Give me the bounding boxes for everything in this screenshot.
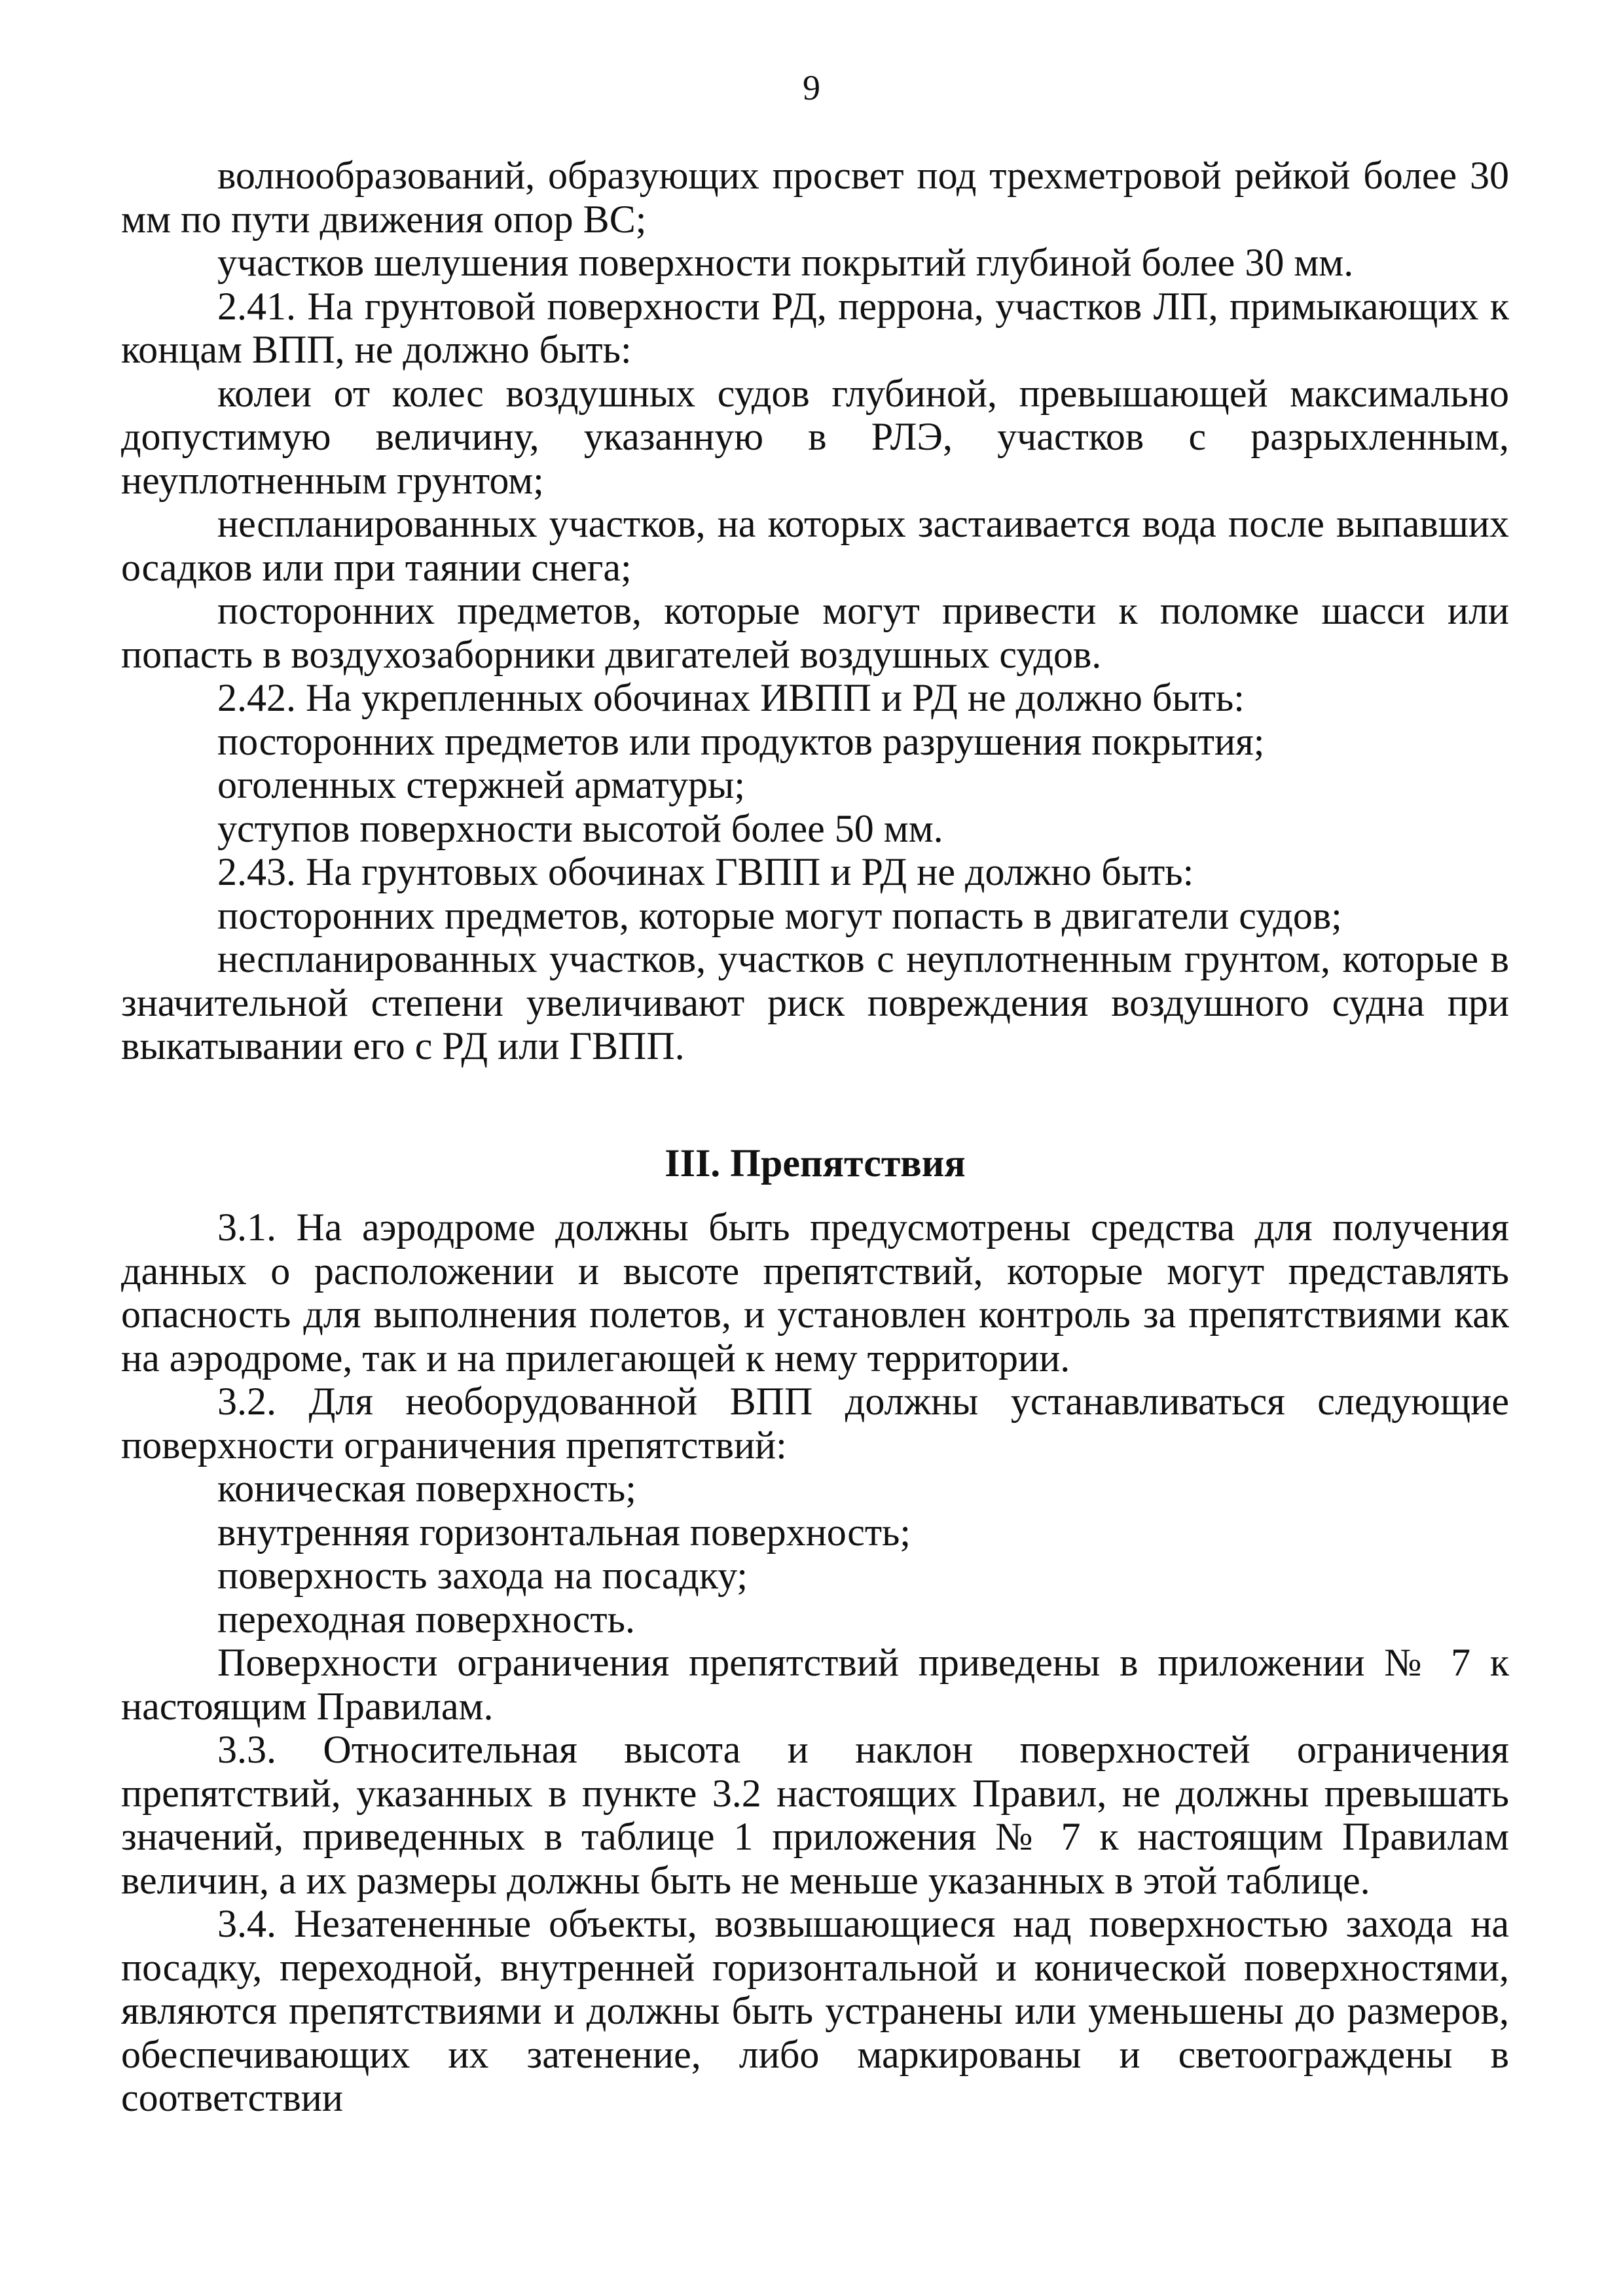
list-item-approach: поверхность захода на посадку;: [217, 1554, 748, 1597]
list-item-inner-horizontal: внутренняя горизонтальная поверхность;: [217, 1510, 911, 1554]
paragraph-rebar: оголенных стержней арматуры;: [217, 763, 745, 806]
heading-spacer: [121, 1185, 1509, 1206]
paragraph-3-1: 3.1. На аэродроме должны быть предусмотрены средства для получения данных о расположении и высоте препятствий, которые могут представлять опасность для выполнения полетов, и установлен контроль за препятствиями как на аэродроме, так и на прилегающей к нему территории.: [121, 1206, 1509, 1380]
section-spacer: [121, 1068, 1509, 1141]
paragraph-2-41: 2.41. На грунтовой поверхности РД, перрона, участков ЛП, примыкающих к концам ВПП, не должно быть:: [121, 284, 1509, 371]
paragraph-waves: волнообразований, образующих просвет под трехметровой рейкой более 30 мм по пути движения опор ВС;: [121, 154, 1509, 241]
paragraph-2-43: 2.43. На грунтовых обочинах ГВПП и РД не должно быть:: [217, 850, 1194, 893]
list-item-transitional: переходная поверхность.: [217, 1597, 635, 1641]
paragraph-steps: уступов поверхности высотой более 50 мм.: [217, 806, 943, 850]
paragraph-ruts: колеи от колес воздушных судов глубиной, превышающей максимально допустимую величину, указанную в РЛЭ, участков с разрыхленным, неуплотненным грунтом;: [121, 371, 1509, 502]
paragraph-unplanned-soil: неспланированных участков, участков с неуплотненным грунтом, которые в значительной степени увеличивают риск повреждения воздушного судна при выкатывании его с РД или ГВПП.: [121, 937, 1509, 1067]
paragraph-appendix-7: Поверхности ограничения препятствий приведены в приложении № 7 к настоящим Правилам.: [121, 1641, 1509, 1728]
list-item-conical: коническая поверхность;: [217, 1467, 636, 1510]
section-heading-obstacles: III. Препятствия: [665, 1141, 966, 1185]
paragraph-foreign-objects: посторонних предметов, которые могут привести к поломке шасси или попасть в воздухозаборники двигателей воздушных судов.: [121, 589, 1509, 676]
paragraph-2-42: 2.42. На укрепленных обочинах ИВПП и РД не должно быть:: [217, 676, 1245, 719]
paragraph-engine-objects: посторонних предметов, которые могут попасть в двигатели судов;: [217, 893, 1342, 937]
document-body: [121, 154, 1509, 2120]
page-number: 9: [803, 68, 820, 107]
paragraph-3-3: 3.3. Относительная высота и наклон поверхностей ограничения препятствий, указанных в пункте 3.2 настоящих Правил, не должны превышать значений, приведенных в таблице 1 приложения № 7 к настоящим Правилам величин, а их размеры должны быть не меньше указанных в этой таблице.: [121, 1728, 1509, 1902]
paragraph-peeling: участков шелушения поверхности покрытий глубиной более 30 мм.: [217, 241, 1354, 284]
paragraph-foreign-debris: посторонних предметов или продуктов разрушения покрытия;: [217, 719, 1265, 763]
paragraph-3-4: 3.4. Незатененные объекты, возвышающиеся над поверхностью захода на посадку, переходной, внутренней горизонтальной и конической поверхностями, являются препятствиями и должны быть устранены или уменьшены до размеров, обеспечивающих их затенение, либо маркированы и светоограждены в соответствии: [121, 1902, 1509, 2119]
paragraph-unplanned-water: неспланированных участков, на которых застаивается вода после выпавших осадков или при таянии снега;: [121, 502, 1509, 589]
paragraph-3-2: 3.2. Для необорудованной ВПП должны устанавливаться следующие поверхности ограничения препятствий:: [121, 1380, 1509, 1467]
